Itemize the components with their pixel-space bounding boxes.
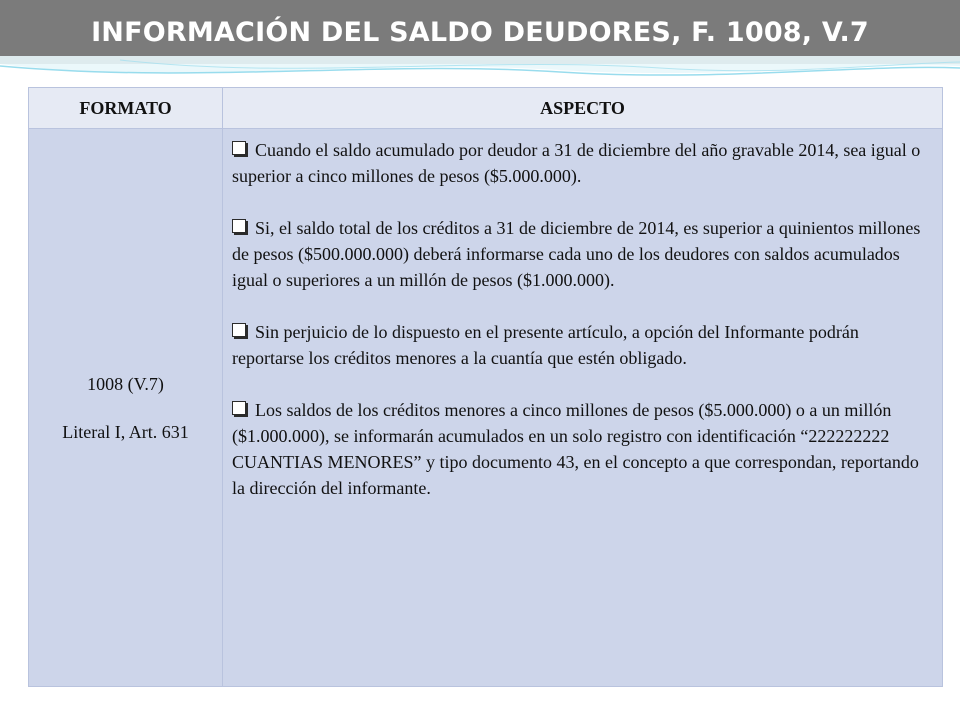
aspecto-text: Los saldos de los créditos menores a cinco millones de pesos ($5.000.000) o a un millón ($1.000.000), se informarán acumulados en un solo registro con identificación “222222222 CUANTIAS MENORES” y tipo documento 43, en el concepto a que correspondan, reportando la dirección del informante. <box>232 400 919 498</box>
aspecto-text: Si, el saldo total de los créditos a 31 de diciembre de 2014, es superior a quinientos millones de pesos ($500.000.000) deberá informarse cada uno de los deudores con saldos acumulados igual o superiores a un millón de pesos ($1.000.000). <box>232 218 921 290</box>
aspecto-cell <box>223 129 943 687</box>
checkbox-bullet-icon <box>232 401 246 415</box>
table-header-row <box>29 88 943 129</box>
aspecto-item <box>232 397 932 501</box>
aspecto-item <box>232 215 932 293</box>
aspecto-text: Sin perjuicio de lo dispuesto en el presente artículo, a opción del Informante podrán reportarse los créditos menores a la cuantía que estén obligado. <box>232 322 859 368</box>
formato-cell <box>29 129 223 687</box>
table-row <box>29 129 943 687</box>
checkbox-bullet-icon <box>232 323 246 337</box>
checkbox-bullet-icon <box>232 141 246 155</box>
info-table <box>28 87 943 687</box>
aspecto-item <box>232 319 932 371</box>
column-header-aspecto: ASPECTO <box>223 88 943 129</box>
column-header-formato: FORMATO <box>29 88 223 129</box>
formato-code: 1008 (V.7) <box>87 373 164 394</box>
page-title: INFORMACIÓN DEL SALDO DEUDORES, F. 1008, V.7 <box>91 17 869 48</box>
aspecto-item <box>232 137 932 189</box>
aspecto-text: Cuando el saldo acumulado por deudor a 31 de diciembre del año gravable 2014, sea igual o superior a cinco millones de pesos ($5.000.000). <box>232 140 921 186</box>
formato-reference: Literal I, Art. 631 <box>62 421 189 442</box>
checkbox-bullet-icon <box>232 219 246 233</box>
